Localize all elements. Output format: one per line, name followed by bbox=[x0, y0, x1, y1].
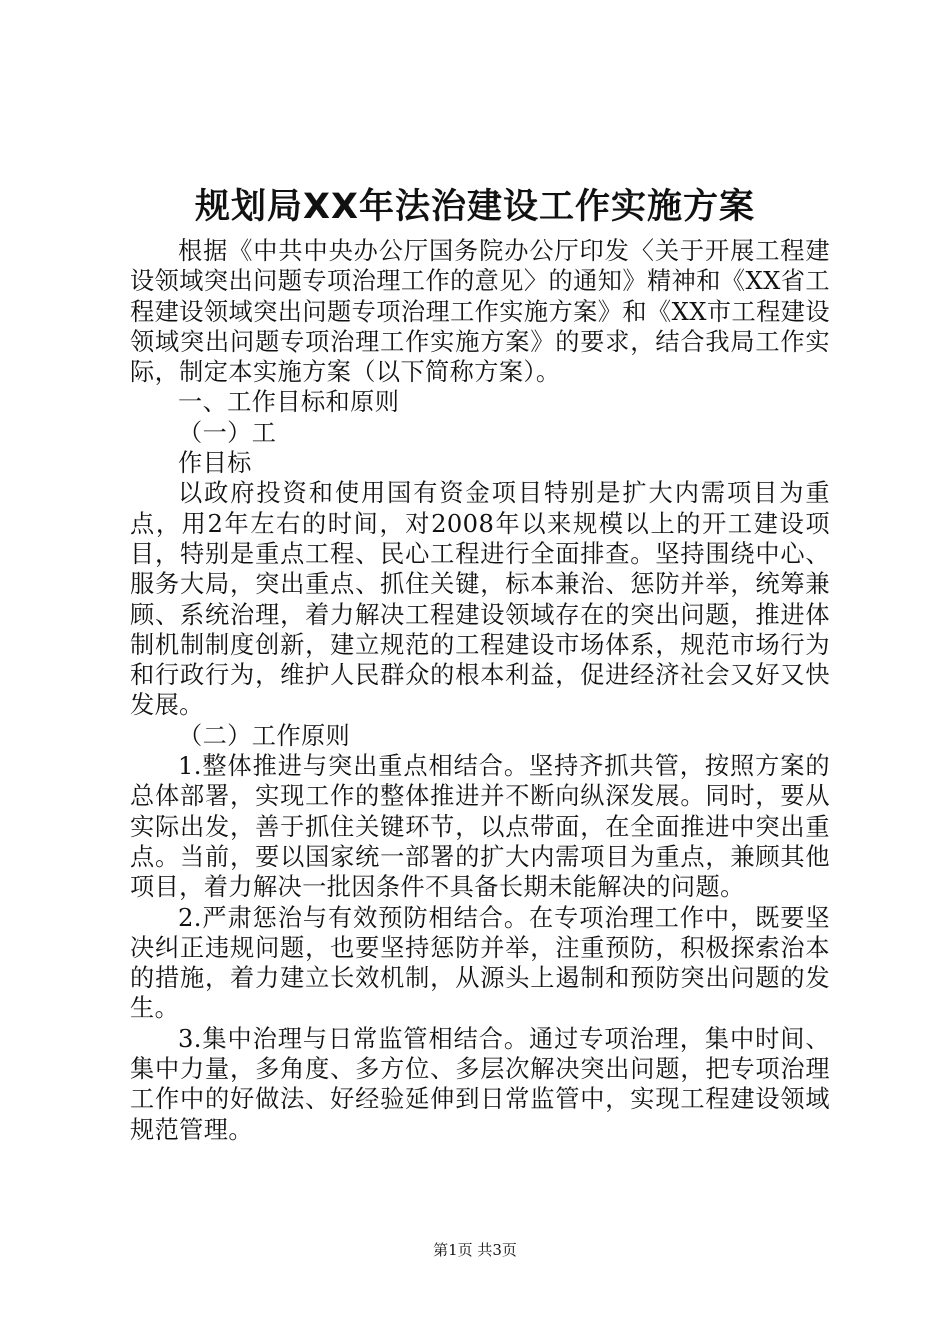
subsection-heading-1b: 作目标 bbox=[178, 449, 252, 478]
subsection-heading-1a: （一）工 bbox=[178, 418, 277, 447]
principle-1-paragraph: 1.整体推进与突出重点相结合。坚持齐抓共管，按照方案的总体部署，实现工作的整体推进并不断向纵深发展。同时，要从实际出发，善于抓住关键环节，以点带面，在全面推进中突出重点。当前，要以国家统一部署的扩大内需项目为重点，兼顾其他项目，着力解决一批因条件不具备长期未能解决的问题。 bbox=[130, 752, 830, 902]
document-body bbox=[130, 236, 830, 1145]
section-heading-1: 一、工作目标和原则 bbox=[178, 388, 400, 417]
principle-3-paragraph: 3.集中治理与日常监管相结合。通过专项治理，集中时间、集中力量，多角度、多方位、多层次解决突出问题，把专项治理工作中的好做法、好经验延伸到日常监管中，实现工程建设领域规范管理。 bbox=[130, 1024, 830, 1144]
subsection-heading-2: （二）工作原则 bbox=[178, 721, 351, 750]
intro-paragraph: 根据《中共中央办公厅国务院办公厅印发〈关于开展工程建设领域突出问题专项治理工作的意见〉的通知》精神和《XX省工程建设领域突出问题专项治理工作实施方案》和《XX市工程建设领域突出问题专项治理工作实施方案》的要求，结合我局工作实际，制定本实施方案（以下简称方案）。 bbox=[130, 237, 830, 387]
page-footer: 第1页 共3页 bbox=[433, 1241, 517, 1259]
principle-2-paragraph: 2.严肃惩治与有效预防相结合。在专项治理工作中，既要坚决纠正违规问题，也要坚持惩防并举，注重预防，积极探索治本的措施，着力建立长效机制，从源头上遏制和预防突出问题的发生。 bbox=[130, 903, 830, 1023]
goals-paragraph: 以政府投资和使用国有资金项目特别是扩大内需项目为重点，用2年左右的时间，对2008年以来规模以上的开工建设项目，特别是重点工程、民心工程进行全面排查。坚持围绕中心、服务大局，突出重点、抓住关键，标本兼治、惩防并举，统筹兼顾、系统治理，着力解决工程建设领域存在的突出问题，推进体制机制制度创新，建立规范的工程建设市场体系，规范市场行为和行政行为，维护人民群众的根本利益，促进经济社会又好又快发展。 bbox=[130, 479, 830, 720]
document-title: 规划局XX年法治建设工作实施方案 bbox=[195, 187, 755, 227]
